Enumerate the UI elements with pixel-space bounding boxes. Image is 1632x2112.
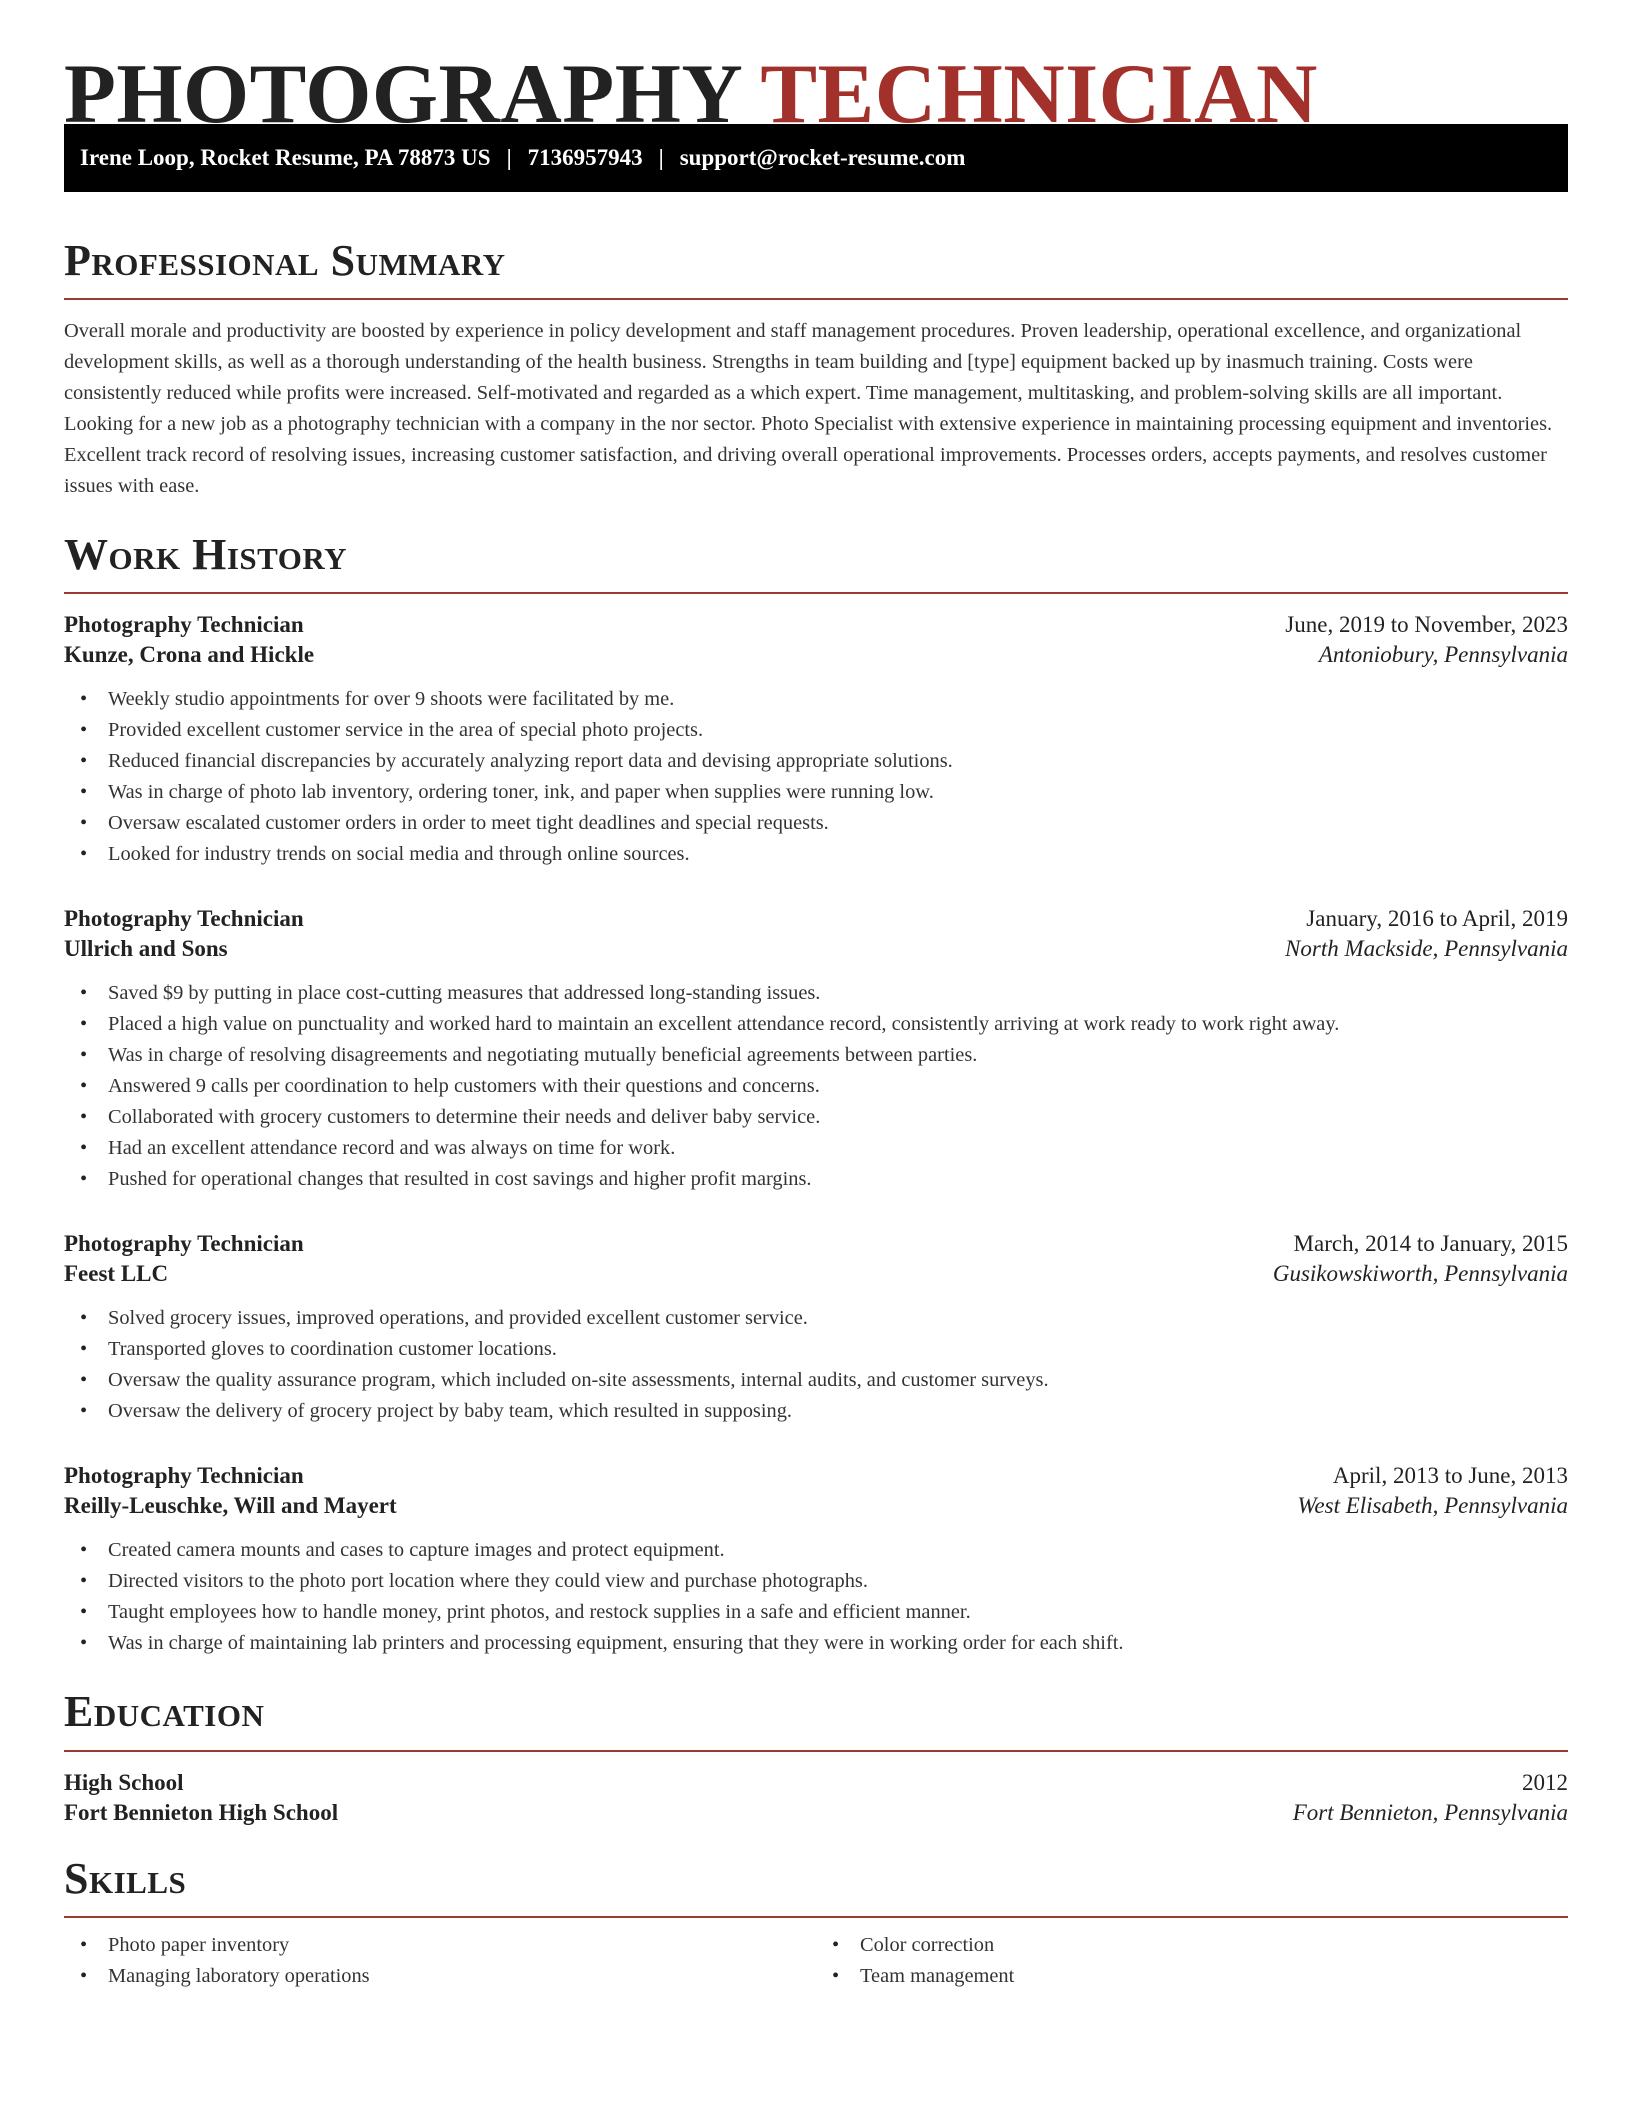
- work-history-heading: Work History: [64, 530, 348, 580]
- contact-separator: |: [658, 145, 664, 170]
- skill-item: • Team management: [832, 1961, 1568, 1992]
- job-header-row: [64, 906, 1568, 932]
- list-item: • Taught employees how to handle money, print photos, and restock supplies in a safe and efficient manner.: [80, 1597, 1568, 1628]
- job-header-row: [64, 1231, 1568, 1257]
- job-bullets: [64, 1535, 1568, 1659]
- job-company-row: [64, 1261, 1568, 1287]
- job-company-row: [64, 1493, 1568, 1519]
- list-item: • Answered 9 calls per coordination to help customers with their questions and concerns.: [80, 1071, 1568, 1102]
- job-entry: [64, 612, 1568, 870]
- job-role: Photography Technician: [64, 1463, 304, 1489]
- skills-heading: Skills: [64, 1853, 187, 1903]
- job-header-row: [64, 1463, 1568, 1489]
- contact-address: Irene Loop, Rocket Resume, PA 78873 US: [80, 145, 491, 170]
- job-location: West Elisabeth, Pennsylvania: [1297, 1493, 1568, 1519]
- job-company: Reilly-Leuschke, Will and Mayert: [64, 1493, 397, 1519]
- job-role: Photography Technician: [64, 906, 304, 932]
- summary-heading: Professional Summary: [64, 236, 506, 285]
- education-year: 2012: [1522, 1769, 1568, 1795]
- name-first: PHOTOGRAPHY: [64, 47, 741, 141]
- education-school: Fort Bennieton High School: [64, 1799, 339, 1825]
- section-divider: [64, 1916, 1568, 1918]
- list-item: • Was in charge of photo lab inventory, ordering toner, ink, and paper when supplies were running low.: [80, 777, 1568, 808]
- contact-email: support@rocket-resume.com: [679, 145, 966, 170]
- skill-item: • Managing laboratory operations: [80, 1961, 816, 1992]
- list-item: • Had an excellent attendance record and was always on time for work.: [80, 1133, 1568, 1164]
- contact-phone: 7136957943: [527, 145, 643, 170]
- section-divider: [64, 592, 1568, 594]
- job-header-row: [64, 612, 1568, 638]
- job-dates: January, 2016 to April, 2019: [1306, 906, 1568, 932]
- list-item: • Oversaw the quality assurance program, which included on-site assessments, internal audits, and customer surveys.: [80, 1365, 1568, 1396]
- list-item: • Directed visitors to the photo port location where they could view and purchase photographs.: [80, 1566, 1568, 1597]
- job-company-row: [64, 936, 1568, 962]
- skills-list: [64, 1930, 1568, 1992]
- job-location: North Mackside, Pennsylvania: [1285, 936, 1568, 962]
- job-company: Kunze, Crona and Hickle: [64, 642, 315, 668]
- list-item: • Created camera mounts and cases to capture images and protect equipment.: [80, 1535, 1568, 1566]
- list-item: • Weekly studio appointments for over 9 shoots were facilitated by me.: [80, 684, 1568, 715]
- list-item: • Reduced financial discrepancies by accurately analyzing report data and devising appropriate solutions.: [80, 746, 1568, 777]
- education-header-row: [64, 1770, 1568, 1796]
- list-item: • Looked for industry trends on social media and through online sources.: [80, 839, 1568, 870]
- job-company-row: [64, 642, 1568, 668]
- skill-item: • Color correction: [832, 1930, 1568, 1961]
- job-bullets: [64, 684, 1568, 870]
- section-divider: [64, 298, 1568, 300]
- list-item: • Transported gloves to coordination customer locations.: [80, 1334, 1568, 1365]
- job-entry: [64, 906, 1568, 1195]
- list-item: • Saved $9 by putting in place cost-cutting measures that addressed long-standing issues.: [80, 978, 1568, 1009]
- list-item: • Provided excellent customer service in the area of special photo projects.: [80, 715, 1568, 746]
- job-bullets: [64, 1303, 1568, 1427]
- skills-column-left: [64, 1930, 816, 1992]
- section-divider: [64, 1750, 1568, 1752]
- job-entry: [64, 1231, 1568, 1427]
- list-item: • Was in charge of resolving disagreements and negotiating mutually beneficial agreements between parties.: [80, 1040, 1568, 1071]
- list-item: • Was in charge of maintaining lab printers and processing equipment, ensuring that they were in working order for each shift.: [80, 1628, 1568, 1659]
- job-dates: June, 2019 to November, 2023: [1285, 612, 1568, 638]
- list-item: • Pushed for operational changes that resulted in cost savings and higher profit margins.: [80, 1164, 1568, 1195]
- list-item: • Collaborated with grocery customers to determine their needs and deliver baby service.: [80, 1102, 1568, 1133]
- list-item: • Solved grocery issues, improved operations, and provided excellent customer service.: [80, 1303, 1568, 1334]
- resume-name: [64, 0, 1568, 141]
- job-role: Photography Technician: [64, 1231, 304, 1257]
- list-item: • Placed a high value on punctuality and worked hard to maintain an excellent attendance record, consistently arriving at work ready to work right away.: [80, 1009, 1568, 1040]
- job-location: Antoniobury, Pennsylvania: [1318, 642, 1568, 668]
- contact-separator: |: [506, 145, 512, 170]
- summary-text: Overall morale and productivity are boosted by experience in policy development and staff management procedures. Proven leadership, operational excellence, and organizational development skills, as well as a thorough understanding of the health business. Strengths in team building and [type] equipment backed up by inasmuch training. Costs were consistently reduced while profits were increased. Self-motivated and regarded as a which expert. Time management, multitasking, and problem-solving skills are all important. Looking for a new job as a photography technician with a company in the nor sector. Photo Specialist with extensive experience in maintaining processing equipment and inventories. Excellent track record of resolving issues, increasing customer satisfaction, and driving overall operational improvements. Processes orders, accepts payments, and resolves customer issues with ease.: [64, 320, 1553, 498]
- job-bullets: [64, 978, 1568, 1195]
- skills-column-right: [816, 1930, 1568, 1992]
- job-location: Gusikowskiworth, Pennsylvania: [1272, 1261, 1568, 1287]
- job-dates: April, 2013 to June, 2013: [1332, 1463, 1568, 1489]
- job-dates: March, 2014 to January, 2015: [1293, 1231, 1568, 1257]
- education-entry: [64, 1770, 1568, 1826]
- education-school-row: [64, 1800, 1568, 1826]
- education-degree: High School: [64, 1769, 184, 1795]
- education-heading: Education: [64, 1687, 265, 1737]
- list-item: • Oversaw escalated customer orders in order to meet tight deadlines and special requests.: [80, 808, 1568, 839]
- job-company: Ullrich and Sons: [64, 936, 228, 962]
- skill-item: • Photo paper inventory: [80, 1930, 816, 1961]
- job-company: Feest LLC: [64, 1261, 169, 1287]
- education-location: Fort Bennieton, Pennsylvania: [1292, 1799, 1568, 1825]
- list-item: • Oversaw the delivery of grocery project by baby team, which resulted in supposing.: [80, 1396, 1568, 1427]
- name-last: TECHNICIAN: [760, 47, 1318, 141]
- job-entry: [64, 1463, 1568, 1659]
- job-role: Photography Technician: [64, 612, 304, 638]
